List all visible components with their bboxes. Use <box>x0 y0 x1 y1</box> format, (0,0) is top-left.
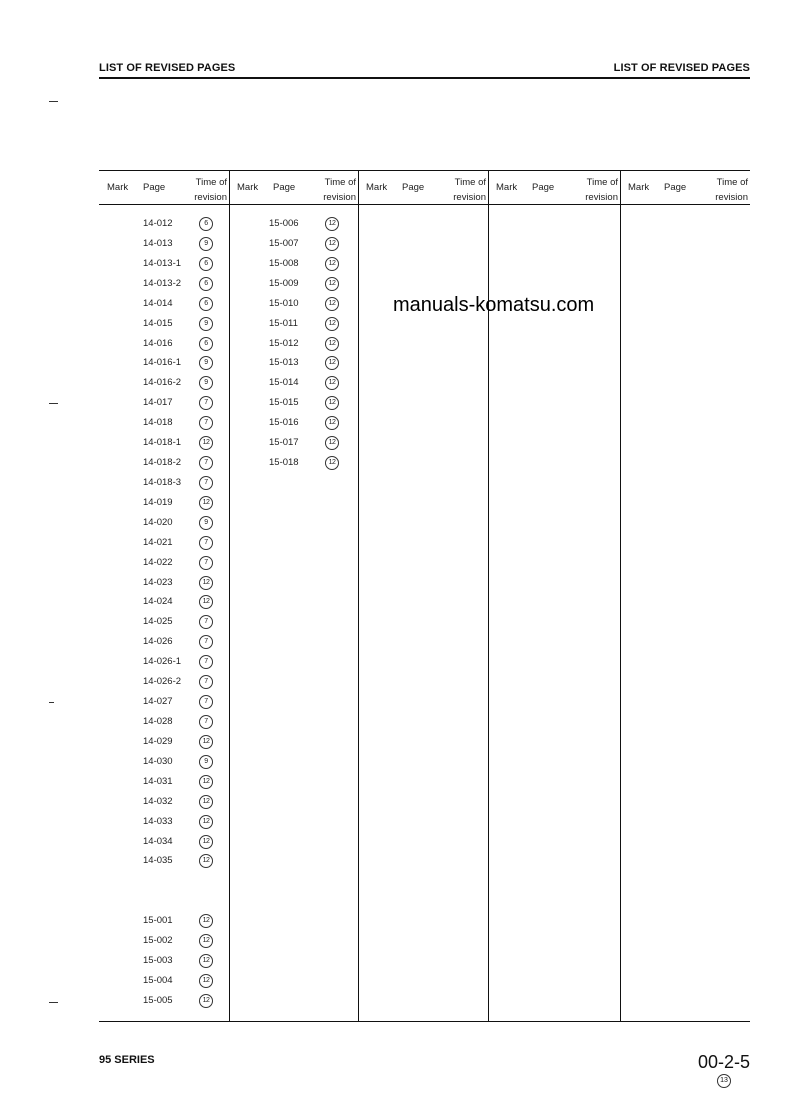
revision-badge: 6 <box>199 297 213 311</box>
revision-badge: 12 <box>199 954 213 968</box>
revision-badge: 12 <box>325 376 339 390</box>
page-number-cell: 14-027 <box>143 696 173 707</box>
revision-badge: 7 <box>199 396 213 410</box>
revision-badge: 7 <box>199 635 213 649</box>
revision-badge: 9 <box>199 516 213 530</box>
page-number-cell: 14-028 <box>143 716 173 727</box>
page-number-cell: 14-016 <box>143 338 173 349</box>
header-time-line1: Time of <box>324 177 356 188</box>
page-number-cell: 14-014 <box>143 298 173 309</box>
margin-tick <box>49 101 58 102</box>
revision-badge: 12 <box>325 277 339 291</box>
revision-badge: 7 <box>199 715 213 729</box>
header-time-of-revision <box>715 175 748 205</box>
revision-badge: 12 <box>199 576 213 590</box>
page-number-cell: 14-033 <box>143 816 173 827</box>
page-number-cell: 14-034 <box>143 836 173 847</box>
revision-badge: 6 <box>199 277 213 291</box>
revision-badge: 7 <box>199 556 213 570</box>
column-header-group <box>358 170 488 204</box>
revision-badge: 12 <box>325 237 339 251</box>
header-time-of-revision <box>453 175 486 205</box>
revision-badge: 12 <box>199 914 213 928</box>
header-page: Page <box>273 182 296 193</box>
page-number-cell: 14-024 <box>143 596 173 607</box>
revision-badge: 7 <box>199 655 213 669</box>
revision-badge: 12 <box>199 994 213 1008</box>
revision-badge: 12 <box>199 815 213 829</box>
page-number-cell: 15-008 <box>269 258 299 269</box>
page-number-cell: 14-013 <box>143 238 173 249</box>
header-mark: Mark <box>107 182 129 193</box>
header-time-line2: revision <box>585 192 618 203</box>
revision-badge: 12 <box>199 974 213 988</box>
revision-badge: 12 <box>199 775 213 789</box>
page-number-cell: 14-016-2 <box>143 377 182 388</box>
header-mark: Mark <box>496 182 518 193</box>
header-page: Page <box>664 182 687 193</box>
page-number-cell: 14-026 <box>143 636 173 647</box>
header-title-right: LIST OF REVISED PAGES <box>613 62 750 74</box>
page-number-cell: 14-017 <box>143 397 173 408</box>
revision-badge: 12 <box>325 396 339 410</box>
page-number-cell: 15-013 <box>269 357 299 368</box>
revision-badge: 7 <box>199 615 213 629</box>
header-time-of-revision <box>323 175 356 205</box>
page-number-cell: 14-035 <box>143 855 173 866</box>
revision-badge: 7 <box>199 536 213 550</box>
header-rule <box>99 77 750 79</box>
revision-badge: 7 <box>199 476 213 490</box>
revision-badge: 12 <box>199 595 213 609</box>
margin-tick <box>49 702 54 703</box>
header-title-left: LIST OF REVISED PAGES <box>99 62 236 74</box>
header-page: Page <box>402 182 425 193</box>
header-time-line1: Time of <box>454 177 486 188</box>
header-page: Page <box>143 182 166 193</box>
revision-badge: 12 <box>199 934 213 948</box>
header-time-of-revision <box>585 175 618 205</box>
page-number-cell: 14-018 <box>143 417 173 428</box>
header-time-line1: Time of <box>716 177 748 188</box>
page-number-cell: 15-015 <box>269 397 299 408</box>
page-number-cell: 14-016-1 <box>143 357 182 368</box>
revision-badge: 12 <box>325 257 339 271</box>
column-header-group <box>229 170 358 204</box>
header-time-line1: Time of <box>195 177 227 188</box>
page-number-cell: 14-019 <box>143 497 173 508</box>
page-number-cell: 14-018-2 <box>143 457 182 468</box>
header-time-line2: revision <box>453 192 486 203</box>
revision-badge: 9 <box>199 356 213 370</box>
header-time-line2: revision <box>715 192 748 203</box>
revision-badge: 9 <box>199 376 213 390</box>
column-divider <box>358 170 359 1022</box>
column-divider <box>620 170 621 1022</box>
header-mark: Mark <box>366 182 388 193</box>
footer-page-number: 00-2-5 <box>697 1052 750 1072</box>
page-number-cell: 14-012 <box>143 218 173 229</box>
column-header-group <box>620 170 750 204</box>
header-time-line2: revision <box>323 192 356 203</box>
page-number-cell: 15-017 <box>269 437 299 448</box>
page-number-cell: 14-015 <box>143 318 173 329</box>
page-number-cell: 15-006 <box>269 218 299 229</box>
header-mark: Mark <box>237 182 259 193</box>
page-number-cell: 14-013-1 <box>143 258 182 269</box>
revision-badge: 12 <box>199 795 213 809</box>
revision-badge: 7 <box>199 695 213 709</box>
page-number-cell: 15-001 <box>143 915 173 926</box>
page-number-cell: 14-025 <box>143 616 173 627</box>
page-number-cell: 15-007 <box>269 238 299 249</box>
revision-badge: 12 <box>325 356 339 370</box>
page-number-cell: 15-014 <box>269 377 299 388</box>
page-number-cell: 14-029 <box>143 736 173 747</box>
page-number-cell: 14-026-1 <box>143 656 182 667</box>
header-page: Page <box>532 182 555 193</box>
footer-series: 95 SERIES <box>99 1054 155 1066</box>
page-number-cell: 14-023 <box>143 577 173 588</box>
page-number-cell: 15-010 <box>269 298 299 309</box>
revision-badge: 9 <box>199 755 213 769</box>
revision-badge: 12 <box>325 217 339 231</box>
column-header-group <box>488 170 620 204</box>
page-number-cell: 14-030 <box>143 756 173 767</box>
revision-badge: 9 <box>199 237 213 251</box>
page-number-cell: 15-009 <box>269 278 299 289</box>
page-number-cell: 15-003 <box>143 955 173 966</box>
page-number-cell: 14-031 <box>143 776 173 787</box>
page-number-cell: 15-016 <box>269 417 299 428</box>
column-divider <box>229 170 230 1022</box>
revision-badge: 6 <box>199 217 213 231</box>
page-number-cell: 15-011 <box>269 318 298 329</box>
watermark-text: manuals-komatsu.com <box>393 294 595 316</box>
header-time-line2: revision <box>194 192 227 203</box>
revision-badge: 9 <box>199 317 213 331</box>
revision-badge: 12 <box>325 297 339 311</box>
revision-badge: 12 <box>325 317 339 331</box>
column-header-group <box>99 170 229 204</box>
page-number-cell: 15-012 <box>269 338 299 349</box>
revision-badge: 12 <box>325 456 339 470</box>
page-number-cell: 14-026-2 <box>143 676 182 687</box>
revision-badge: 12 <box>199 496 213 510</box>
revision-badge: 7 <box>199 675 213 689</box>
revision-badge: 12 <box>199 835 213 849</box>
revision-badge: 12 <box>199 735 213 749</box>
revision-badge: 6 <box>199 337 213 351</box>
revision-badge: 12 <box>325 416 339 430</box>
footer-revision-badge: 13 <box>717 1074 731 1088</box>
page-number-cell: 14-022 <box>143 557 173 568</box>
page-number-cell: 15-005 <box>143 995 173 1006</box>
page-number-cell: 14-013-2 <box>143 278 182 289</box>
revision-badge: 7 <box>199 416 213 430</box>
margin-tick <box>49 1002 58 1003</box>
header-mark: Mark <box>628 182 650 193</box>
margin-tick <box>49 403 58 404</box>
page-number-cell: 14-020 <box>143 517 173 528</box>
page-number-cell: 15-002 <box>143 935 173 946</box>
page-number-cell: 14-018-1 <box>143 437 182 448</box>
revision-badge: 6 <box>199 257 213 271</box>
page-number-cell: 14-018-3 <box>143 477 182 488</box>
header-time-of-revision <box>194 175 227 205</box>
revision-badge: 12 <box>199 854 213 868</box>
page-number-cell: 14-021 <box>143 537 173 548</box>
revision-badge: 7 <box>199 456 213 470</box>
revision-badge: 12 <box>325 436 339 450</box>
revision-badge: 12 <box>325 337 339 351</box>
header-time-line1: Time of <box>586 177 618 188</box>
page-number-cell: 15-004 <box>143 975 173 986</box>
revision-badge: 12 <box>199 436 213 450</box>
table-bottom-rule <box>99 1021 750 1022</box>
page-number-cell: 15-018 <box>269 457 299 468</box>
page-number-cell: 14-032 <box>143 796 173 807</box>
